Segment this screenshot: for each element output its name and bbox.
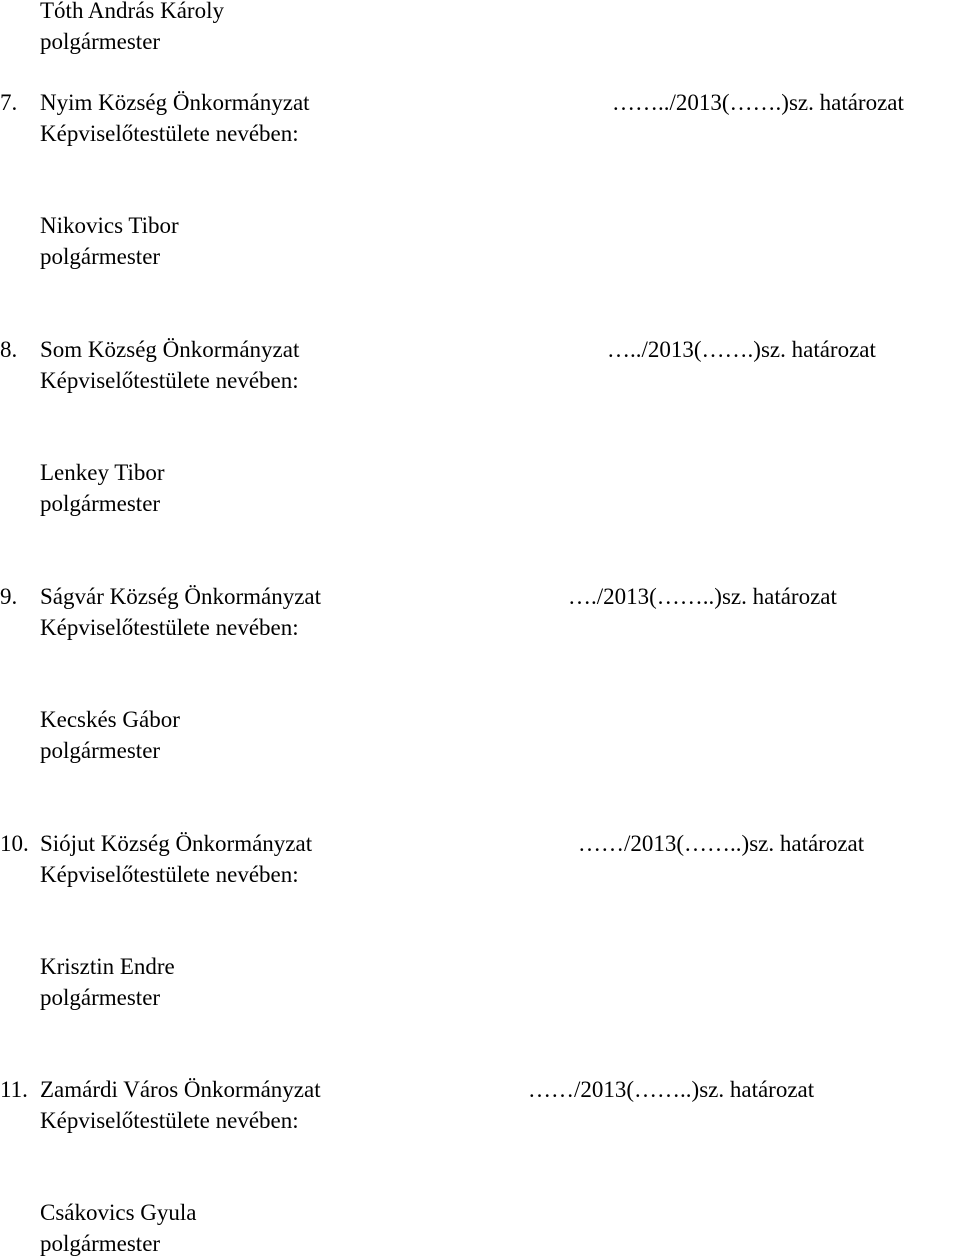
council-body: Képviselőtestülete nevében: — [40, 615, 299, 640]
entry-number: 9. — [0, 584, 18, 609]
mayor-name: Kecskés Gábor — [40, 707, 180, 732]
top-mayor-name: Tóth András Károly — [40, 0, 224, 23]
resolution-number: ……/2013(……..)sz. határozat — [578, 831, 865, 856]
resolution-number: …./2013(……..)sz. határozat — [568, 584, 837, 609]
mayor-title: polgármester — [40, 1231, 161, 1256]
top-mayor-title: polgármester — [40, 29, 161, 54]
mayor-title: polgármester — [40, 738, 161, 763]
mayor-title: polgármester — [40, 491, 161, 516]
municipality-name: Zamárdi Város Önkormányzat — [40, 1077, 321, 1102]
entry-number: 8. — [0, 337, 18, 362]
entry-number: 7. — [0, 90, 18, 115]
mayor-name: Krisztin Endre — [40, 954, 175, 979]
municipality-name: Ságvár Község Önkormányzat — [40, 584, 322, 609]
entry-number: 11. — [0, 1077, 28, 1102]
mayor-title: polgármester — [40, 244, 161, 269]
mayor-name: Lenkey Tibor — [40, 460, 165, 485]
council-body: Képviselőtestülete nevében: — [40, 862, 299, 887]
municipality-name: Som Község Önkormányzat — [40, 337, 300, 362]
resolution-number: …../2013(…….)sz. határozat — [607, 337, 876, 362]
entry-number: 10. — [0, 831, 29, 856]
mayor-title: polgármester — [40, 985, 161, 1010]
mayor-name: Csákovics Gyula — [40, 1200, 197, 1225]
resolution-number: ……/2013(……..)sz. határozat — [528, 1077, 815, 1102]
resolution-number: ……../2013(…….)sz. határozat — [612, 90, 904, 115]
mayor-name: Nikovics Tibor — [40, 213, 179, 238]
municipality-name: Siójut Község Önkormányzat — [40, 831, 313, 856]
council-body: Képviselőtestülete nevében: — [40, 1108, 299, 1133]
council-body: Képviselőtestülete nevében: — [40, 121, 299, 146]
council-body: Képviselőtestülete nevében: — [40, 368, 299, 393]
municipality-name: Nyim Község Önkormányzat — [40, 90, 310, 115]
